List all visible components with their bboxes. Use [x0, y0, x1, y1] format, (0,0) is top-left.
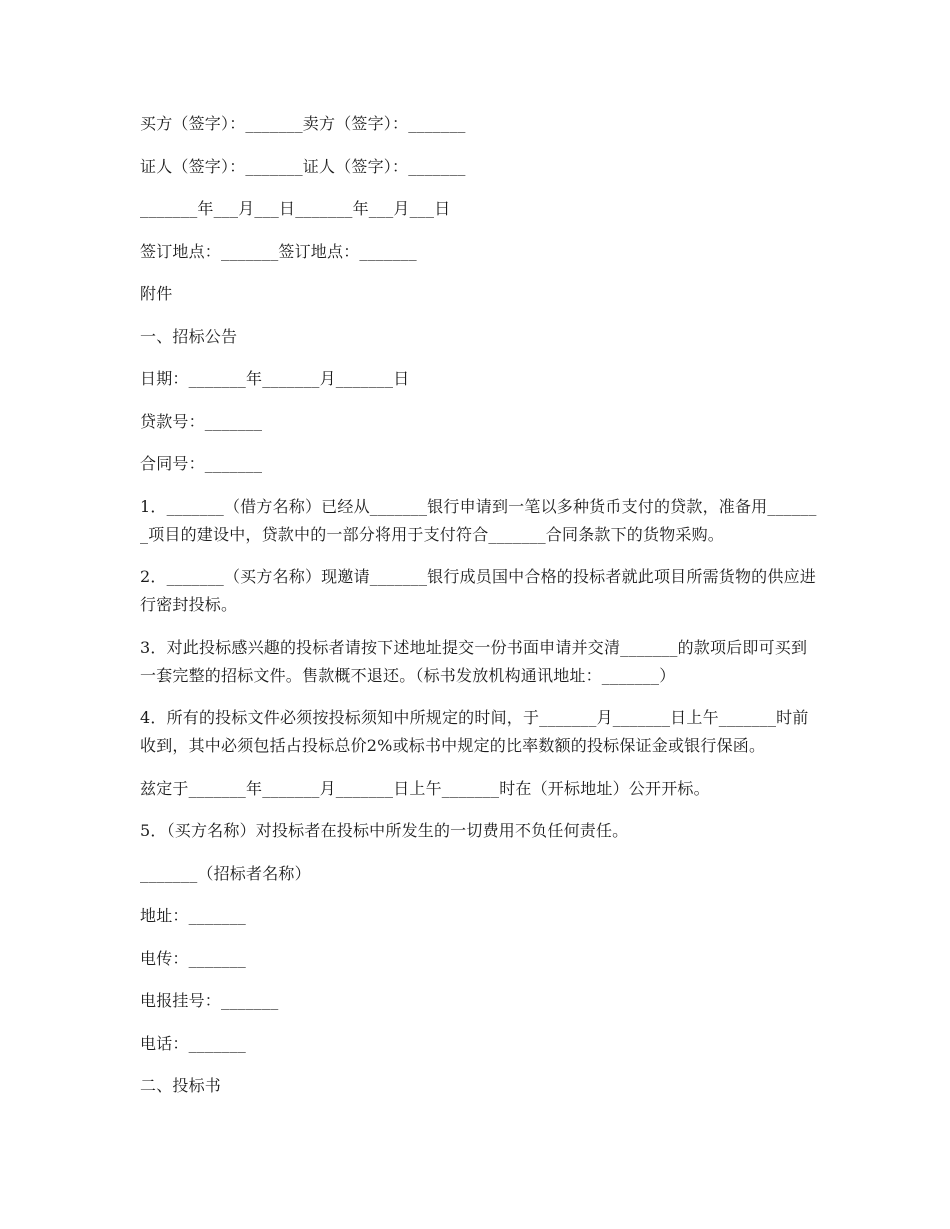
clause-5: 5．（买方名称）对投标者在投标中所发生的一切费用不负任何责任。 [140, 821, 629, 840]
date-line: 日期：_______年_______月_______日 [140, 369, 410, 388]
clause-3: 3．对此投标感兴趣的投标者请按下述地址提交一份书面申请并交清_______的款项后即可买到一套完整的招标文件。售款概不退还。（标书发放机构通讯地址：_______） [140, 637, 808, 685]
telephone-line: 电话：_______ [140, 1033, 247, 1053]
clause-2: 2．_______（买方名称）现邀请_______银行成员国中合格的投标者就此项目所需货物的供应进行密封投标。 [140, 567, 816, 614]
loan-number-line: 贷款号：_______ [140, 411, 263, 431]
contract-number-line: 合同号：_______ [140, 454, 263, 473]
signing-place-line: 签订地点：_______签订地点：_______ [140, 241, 417, 261]
document-body [140, 110, 820, 1115]
signature-line-witnesses: 证人（签字）：_______证人（签字）：_______ [140, 156, 466, 176]
appendix-heading: 附件 [140, 284, 173, 303]
telex-line: 电传：_______ [140, 948, 247, 968]
tenderer-name-line: _______（招标者名称） [140, 863, 311, 883]
bid-opening-line: 兹定于_______年_______月_______日上午_______时在（开标地址）公开开标。 [140, 778, 710, 798]
section-heading-bid-form: 二、投标书 [140, 1076, 222, 1095]
signature-date-line: _______年___月___日_______年___月___日 [140, 199, 451, 218]
address-line: 地址：_______ [140, 906, 247, 925]
signature-line-buyer-seller: 买方（签字）：_______卖方（签字）：_______ [140, 114, 466, 133]
clause-1: 1．_______（借方名称）已经从_______银行申请到一笔以多种货币支付的贷款，准备用_______项目的建设中，贷款中的一部分将用于支付符合_______合同条款下的货物采购。 [140, 496, 817, 544]
cable-address-line: 电报挂号：_______ [140, 991, 279, 1010]
section-heading-tender-notice: 一、招标公告 [140, 326, 238, 346]
clause-4: 4．所有的投标文件必须按投标须知中所规定的时间，于_______月_______日上午_______时前收到，其中必须包括占投标总价2%或标书中规定的比率数额的投标保证金或银行保函。 [140, 708, 809, 755]
